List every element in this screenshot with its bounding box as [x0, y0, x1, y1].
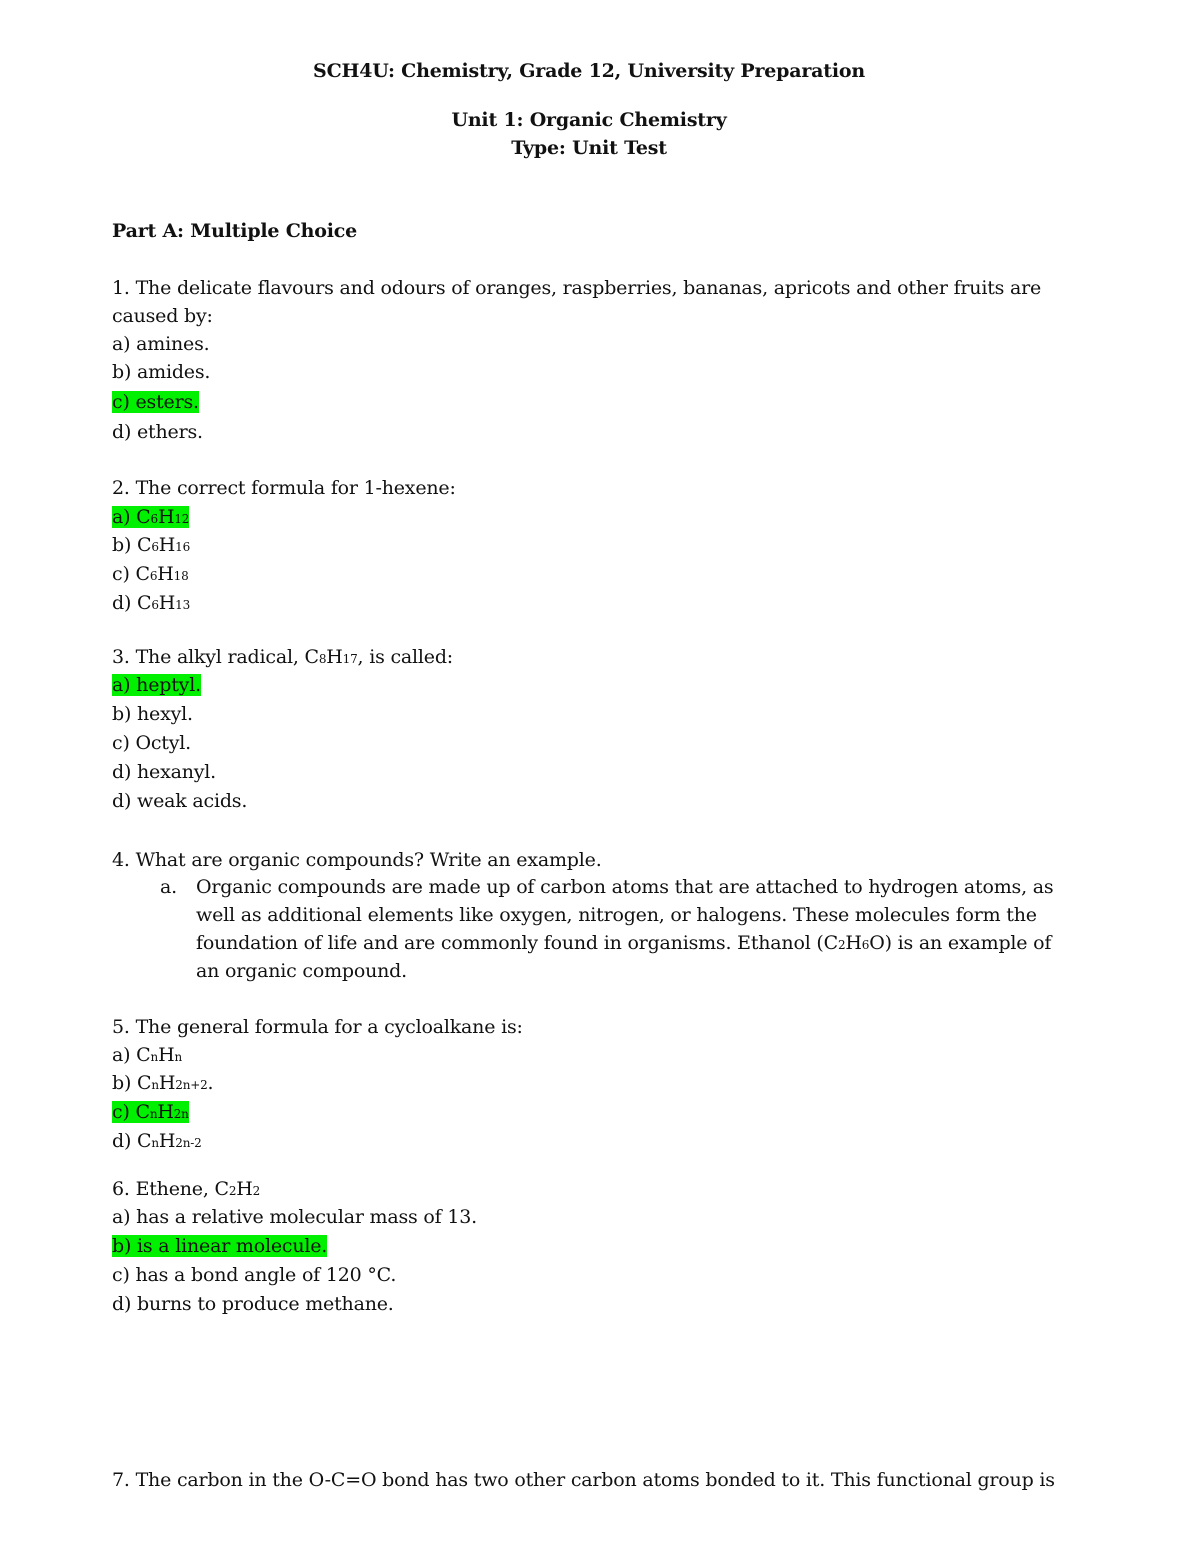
q1-option-a: a) amines.	[112, 333, 210, 355]
q1-option-c-correct	[112, 388, 199, 416]
q1-option-d: d) ethers.	[112, 421, 203, 443]
q2-option-b: b) C6H16	[112, 534, 191, 556]
q7-stem: 7. The carbon in the O-C=O bond has two other carbon atoms bonded to it. This functional group is	[112, 1469, 1055, 1491]
q4-answer-line2: well as additional elements like oxygen, nitrogen, or halogens. These molecules form the	[196, 904, 1037, 926]
answer-highlight: a) C6H12	[112, 506, 190, 528]
q1-option-b: b) amides.	[112, 361, 211, 383]
q4-answer-marker: a.	[160, 876, 177, 898]
q3-stem: 3. The alkyl radical, C8H17, is called:	[112, 646, 454, 668]
course-title: SCH4U: Chemistry, Grade 12, University Preparation	[313, 60, 865, 82]
test-type: Type: Unit Test	[511, 137, 667, 159]
q4-answer-line4: an organic compound.	[196, 960, 407, 982]
answer-highlight: b) is a linear molecule.	[112, 1235, 328, 1257]
answer-highlight: c) esters.	[112, 391, 199, 413]
q6-option-d: d) burns to produce methane.	[112, 1293, 394, 1315]
q4-answer-line3: foundation of life and are commonly found in organisms. Ethanol (C2H6O) is an example of	[196, 932, 1052, 954]
q3-option-c: c) Octyl.	[112, 732, 191, 754]
q6-option-a: a) has a relative molecular mass of 13.	[112, 1206, 477, 1228]
q2-option-c: c) C6H18	[112, 563, 189, 585]
q1-stem-line1: 1. The delicate flavours and odours of oranges, raspberries, bananas, apricots and other fruits are	[112, 277, 1042, 299]
q5-stem: 5. The general formula for a cycloalkane is:	[112, 1016, 523, 1038]
q6-stem: 6. Ethene, C2H2	[112, 1178, 261, 1200]
answer-highlight: c) CnH2n	[112, 1101, 189, 1123]
q3-option-a-correct	[112, 671, 201, 699]
q4-answer-line1: Organic compounds are made up of carbon atoms that are attached to hydrogen atoms, as	[196, 876, 1054, 898]
q5-option-b: b) CnH2n+2.	[112, 1072, 214, 1094]
q2-option-a-correct	[112, 503, 189, 533]
q6-option-b-correct	[112, 1232, 327, 1260]
q5-option-d: d) CnH2n-2	[112, 1130, 202, 1152]
q2-stem: 2. The correct formula for 1-hexene:	[112, 477, 456, 499]
q4-stem: 4. What are organic compounds? Write an example.	[112, 849, 602, 871]
q6-option-c: c) has a bond angle of 120 °C.	[112, 1264, 397, 1286]
q3-option-b: b) hexyl.	[112, 703, 193, 725]
q2-option-d: d) C6H13	[112, 592, 191, 614]
answer-highlight: a) heptyl.	[112, 674, 201, 696]
q5-option-a: a) CnHn	[112, 1044, 182, 1066]
q5-option-c-correct	[112, 1098, 189, 1128]
q1-stem-line2: caused by:	[112, 305, 213, 327]
part-a-heading: Part A: Multiple Choice	[112, 220, 358, 242]
unit-title: Unit 1: Organic Chemistry	[451, 109, 727, 131]
q3-option-d-extra: d) weak acids.	[112, 790, 248, 812]
q3-option-d: d) hexanyl.	[112, 761, 217, 783]
